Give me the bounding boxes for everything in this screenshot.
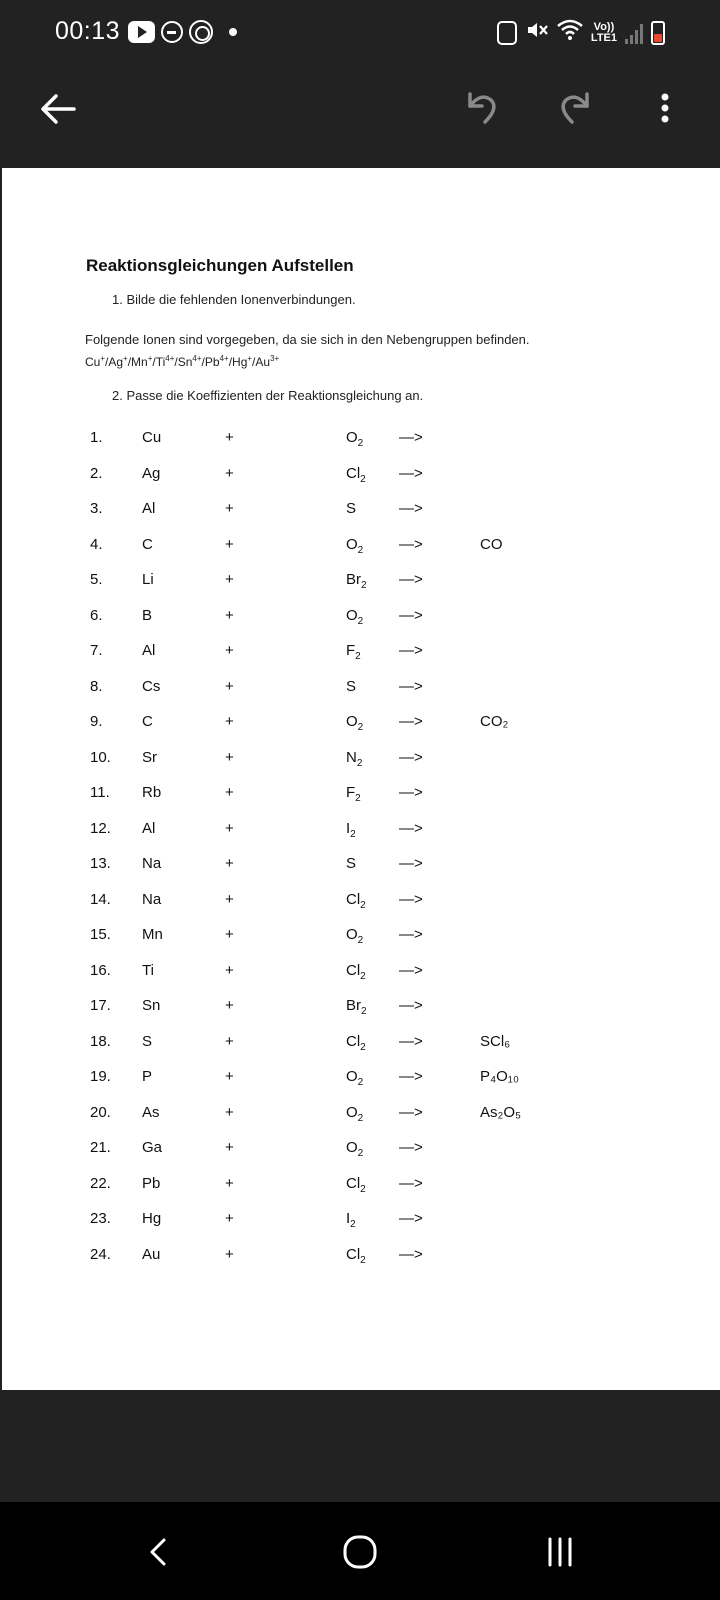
equation-number: 19. <box>90 1068 111 1085</box>
equation-reactant <box>346 784 361 804</box>
equation-row <box>2 421 720 456</box>
reactant-subscript: 2 <box>350 828 356 840</box>
equation-reactant <box>346 429 363 449</box>
equation-reactant <box>346 678 356 695</box>
reactant-symbol: Br <box>346 571 361 588</box>
reactant-subscript: 2 <box>360 1041 366 1053</box>
equation-element: C <box>142 713 153 730</box>
plus-sign: + <box>225 748 234 766</box>
equation-row <box>2 1131 720 1166</box>
equation-element: Li <box>142 571 154 588</box>
equation-element: B <box>142 606 153 624</box>
plus-sign: + <box>225 500 234 517</box>
screen-recorder-icon <box>497 21 517 45</box>
reactant-symbol: I <box>346 1210 351 1227</box>
reaction-arrow: —> <box>399 748 423 766</box>
equation-reactant <box>346 1175 366 1195</box>
document-title: Reaktionsgleichungen Aufstellen <box>86 256 354 275</box>
ion-intro-text: Folgende Ionen sind vorgegeben, da sie sich in den Nebengruppen befinden. <box>85 332 530 347</box>
equation-reactant <box>346 642 361 662</box>
equation-number: 6. <box>90 606 103 624</box>
arrow-left-icon <box>34 84 84 134</box>
plus-sign: + <box>225 606 234 624</box>
reactant-symbol: O <box>346 429 358 446</box>
reaction-arrow: —> <box>399 1103 423 1121</box>
equation-number: 23. <box>90 1210 111 1227</box>
equation-number: 21. <box>90 1139 111 1156</box>
equation-row <box>2 918 720 953</box>
undo-icon <box>457 84 507 134</box>
reaction-arrow: —> <box>399 535 423 553</box>
reaction-arrow: —> <box>399 500 423 517</box>
equation-reactant <box>346 891 366 911</box>
equation-row <box>2 847 720 882</box>
reactant-subscript: 2 <box>360 473 366 485</box>
reaction-arrow: —> <box>399 961 423 979</box>
plus-sign: + <box>225 997 234 1014</box>
equation-element: Al <box>142 819 156 837</box>
reactant-symbol: Cl <box>346 1032 361 1050</box>
equation-reactant <box>346 749 362 769</box>
battery-icon <box>651 21 665 45</box>
reaction-arrow: —> <box>399 1245 423 1263</box>
reactant-subscript: 2 <box>360 899 366 911</box>
more-vertical-icon <box>650 84 680 134</box>
equation-number: 17. <box>90 997 111 1014</box>
equation-element: Cs <box>142 677 161 695</box>
reactant-symbol: S <box>346 500 357 517</box>
reaction-arrow: —> <box>399 1068 423 1085</box>
plus-sign: + <box>225 1032 234 1050</box>
reaction-arrow: —> <box>399 997 423 1014</box>
reactant-subscript: 2 <box>357 935 364 946</box>
reactant-symbol: O <box>346 1068 358 1085</box>
equation-row <box>2 989 720 1024</box>
reactant-symbol: O <box>346 606 358 624</box>
reactant-symbol: Cl <box>346 961 361 979</box>
reactant-symbol: I <box>346 819 351 837</box>
equation-element: Sn <box>142 997 161 1014</box>
plus-sign: + <box>225 713 234 730</box>
equation-number: 22. <box>90 1174 111 1192</box>
nav-home-icon <box>340 1532 380 1572</box>
equation-reactant <box>346 465 366 485</box>
equation-element: Al <box>142 500 156 517</box>
equation-element: Ti <box>142 961 154 979</box>
plus-sign: + <box>225 1245 234 1263</box>
plus-sign: + <box>225 571 234 588</box>
plus-sign: + <box>225 677 234 695</box>
redo-icon <box>550 84 600 134</box>
reaction-arrow: —> <box>399 926 423 943</box>
plus-sign: + <box>225 855 234 872</box>
reactant-subscript: 2 <box>357 1148 364 1159</box>
app-toolbar <box>0 62 720 168</box>
equation-number: 18. <box>90 1032 111 1050</box>
plus-sign: + <box>225 1174 234 1192</box>
instruction-2: 2. Passe die Koeffizienten der Reaktionsgleichung an. <box>112 388 424 403</box>
equation-reactant <box>346 926 363 946</box>
reactant-subscript: 2 <box>350 1219 356 1230</box>
nav-recent-apps-icon <box>540 1532 580 1572</box>
reactant-symbol: S <box>346 677 357 695</box>
equation-number: 5. <box>90 571 103 588</box>
equation-row <box>2 1238 720 1273</box>
equation-number: 20. <box>90 1103 111 1121</box>
equation-row <box>2 670 720 705</box>
reactant-subscript: 2 <box>360 1183 366 1195</box>
equation-row <box>2 1060 720 1095</box>
equation-element: Al <box>142 642 156 659</box>
ion-list: $Cu^+/Ag^+/Mn^+/Ti^{4+}/Sn^{4+}/Pb^{4+}/Hg^+/Au^{3+}$ <box>85 354 280 369</box>
equation-row <box>2 492 720 527</box>
reactant-symbol: Cl <box>346 890 361 908</box>
equation-reactant <box>346 1210 356 1230</box>
reaction-arrow: —> <box>399 890 423 908</box>
plus-sign: + <box>225 464 234 482</box>
reactant-subscript: 2 <box>357 438 364 449</box>
equation-number: 12. <box>90 819 111 837</box>
equation-row <box>2 1202 720 1237</box>
equation-reactant <box>346 855 356 872</box>
equation-row <box>2 954 720 989</box>
equation-reactant <box>346 1246 366 1266</box>
equation-element: Rb <box>142 784 162 801</box>
equation-element: Au <box>142 1245 161 1263</box>
app-notification-icon <box>189 20 213 44</box>
equation-reactant <box>346 571 367 591</box>
reactant-symbol: N <box>346 748 357 766</box>
reaction-arrow: —> <box>399 642 423 659</box>
reactant-symbol: O <box>346 713 358 730</box>
equation-element: Pb <box>142 1174 161 1192</box>
reaction-arrow: —> <box>399 1032 423 1050</box>
nav-back-icon <box>140 1532 180 1572</box>
reactant-subscript: 2 <box>357 615 364 627</box>
reactant-subscript: 2 <box>361 1006 367 1017</box>
plus-sign: + <box>225 429 234 446</box>
nav-home-button[interactable] <box>340 1532 380 1572</box>
equation-product: CO₂ <box>480 713 509 730</box>
reaction-arrow: —> <box>399 429 423 446</box>
reaction-arrow: —> <box>399 677 423 695</box>
reactant-subscript: 2 <box>356 757 363 769</box>
lte-label: LTE1 <box>590 32 617 44</box>
mute-icon <box>525 18 549 48</box>
equation-row <box>2 457 720 492</box>
equation-number: 1. <box>90 429 103 446</box>
youtube-icon <box>128 21 155 43</box>
equation-row <box>2 599 720 634</box>
equation-reactant <box>346 1033 366 1053</box>
reaction-arrow: —> <box>399 1174 423 1192</box>
equation-reactant <box>346 713 363 733</box>
equation-reactant <box>346 962 366 982</box>
equation-row <box>2 1096 720 1131</box>
reactant-symbol: Br <box>346 997 361 1014</box>
reactant-symbol: Cl <box>346 1174 361 1192</box>
reactant-symbol: O <box>346 535 358 553</box>
equation-product: CO <box>480 535 503 553</box>
equation-row <box>2 883 720 918</box>
plus-sign: + <box>225 926 234 943</box>
equation-row <box>2 705 720 740</box>
reactant-symbol: Cl <box>346 464 361 482</box>
equation-number: 11. <box>90 784 110 801</box>
equation-element: Na <box>142 890 162 908</box>
plus-sign: + <box>225 819 234 837</box>
equation-number: 14. <box>90 890 111 908</box>
equation-number: 4. <box>90 535 103 553</box>
reactant-subscript: 2 <box>357 722 364 733</box>
equation-row <box>2 1167 720 1202</box>
back-button[interactable] <box>34 84 84 134</box>
equation-row <box>2 563 720 598</box>
wifi-icon <box>557 19 583 47</box>
equation-reactant <box>346 500 356 517</box>
equation-reactant <box>346 997 367 1017</box>
undo-button[interactable] <box>457 84 507 134</box>
equation-element: C <box>142 535 153 553</box>
system-icons <box>497 18 665 48</box>
reactant-subscript: 2 <box>357 1077 364 1088</box>
document-page[interactable] <box>2 168 720 1390</box>
equation-product: P₄O₁₀ <box>480 1068 520 1085</box>
equation-number: 15. <box>90 926 111 943</box>
equation-reactant <box>346 1068 363 1088</box>
equation-row <box>2 1025 720 1060</box>
equation-reactant <box>346 820 356 840</box>
signal-strength-icon <box>625 22 643 44</box>
equation-reactant <box>346 1139 363 1159</box>
equation-reactant <box>346 1104 363 1124</box>
equation-number: 7. <box>90 642 103 659</box>
equation-element: Ga <box>142 1139 163 1156</box>
equation-product: SCl₆ <box>480 1032 511 1050</box>
do-not-disturb-icon <box>161 21 183 43</box>
equation-element: As <box>142 1103 160 1121</box>
plus-sign: + <box>225 1068 234 1085</box>
equation-number: 13. <box>90 855 111 872</box>
plus-sign: + <box>225 961 234 979</box>
reactant-subscript: 2 <box>361 580 367 591</box>
reactant-subscript: 2 <box>355 793 361 804</box>
reaction-arrow: —> <box>399 784 423 801</box>
equation-reactant <box>346 536 363 556</box>
equation-number: 3. <box>90 500 103 517</box>
plus-sign: + <box>225 890 234 908</box>
reactant-symbol: F <box>346 642 356 659</box>
reaction-arrow: —> <box>399 1210 423 1227</box>
equation-element: Cu <box>142 429 162 446</box>
equation-product: As₂O₅ <box>480 1103 522 1121</box>
reaction-arrow: —> <box>399 571 423 588</box>
equation-element: P <box>142 1068 153 1085</box>
network-type <box>591 22 617 44</box>
equation-number: 16. <box>90 961 111 979</box>
reactant-symbol: S <box>346 855 357 872</box>
equation-reactant <box>346 607 363 627</box>
status-time: 00:13 <box>55 17 121 45</box>
reactant-symbol: O <box>346 926 358 943</box>
reaction-arrow: —> <box>399 1139 423 1156</box>
instruction-1: 1. Bilde die fehlenden Ionenverbindungen. <box>112 292 356 307</box>
reaction-arrow: —> <box>399 855 423 872</box>
volte-label: Vo)) <box>593 21 615 33</box>
equation-element: Na <box>142 855 162 872</box>
reactant-subscript: 2 <box>357 544 364 556</box>
reaction-arrow: —> <box>399 464 423 482</box>
plus-sign: + <box>225 1103 234 1121</box>
plus-sign: + <box>225 1139 234 1156</box>
equation-number: 10. <box>90 748 111 766</box>
equation-number: 8. <box>90 677 103 695</box>
reaction-arrow: —> <box>399 713 423 730</box>
equation-element: Sr <box>142 748 157 766</box>
reactant-symbol: O <box>346 1139 358 1156</box>
reactant-subscript: 2 <box>360 970 366 982</box>
equation-element: Ag <box>142 464 161 482</box>
equation-element: S <box>142 1032 153 1050</box>
redo-button[interactable] <box>550 84 600 134</box>
reaction-arrow: —> <box>399 606 423 624</box>
plus-sign: + <box>225 784 234 801</box>
equation-number: 2. <box>90 464 103 482</box>
equation-number: 24. <box>90 1245 111 1263</box>
plus-sign: + <box>225 1210 234 1227</box>
reactant-symbol: F <box>346 784 356 801</box>
status-bar <box>0 0 720 62</box>
equation-row <box>2 776 720 811</box>
navigation-bar <box>0 1502 720 1600</box>
equation-element: Mn <box>142 926 163 943</box>
reactant-subscript: 2 <box>355 651 361 662</box>
nav-recent-apps-button[interactable] <box>540 1532 580 1572</box>
equation-row <box>2 812 720 847</box>
plus-sign: + <box>225 535 234 553</box>
equation-row <box>2 528 720 563</box>
plus-sign: + <box>225 642 234 659</box>
equation-element: Hg <box>142 1210 162 1227</box>
reactant-subscript: 2 <box>357 1112 364 1124</box>
equation-row <box>2 634 720 669</box>
reactant-symbol: O <box>346 1103 358 1121</box>
equation-number: 9. <box>90 713 103 730</box>
reactant-subscript: 2 <box>360 1254 366 1266</box>
nav-back-button[interactable] <box>140 1532 180 1572</box>
reaction-arrow: —> <box>399 819 423 837</box>
equation-row <box>2 741 720 776</box>
more-notifications-dot-icon <box>229 28 237 36</box>
reactant-symbol: Cl <box>346 1245 361 1263</box>
notification-icons <box>128 20 237 44</box>
more-options-button[interactable] <box>650 84 680 134</box>
